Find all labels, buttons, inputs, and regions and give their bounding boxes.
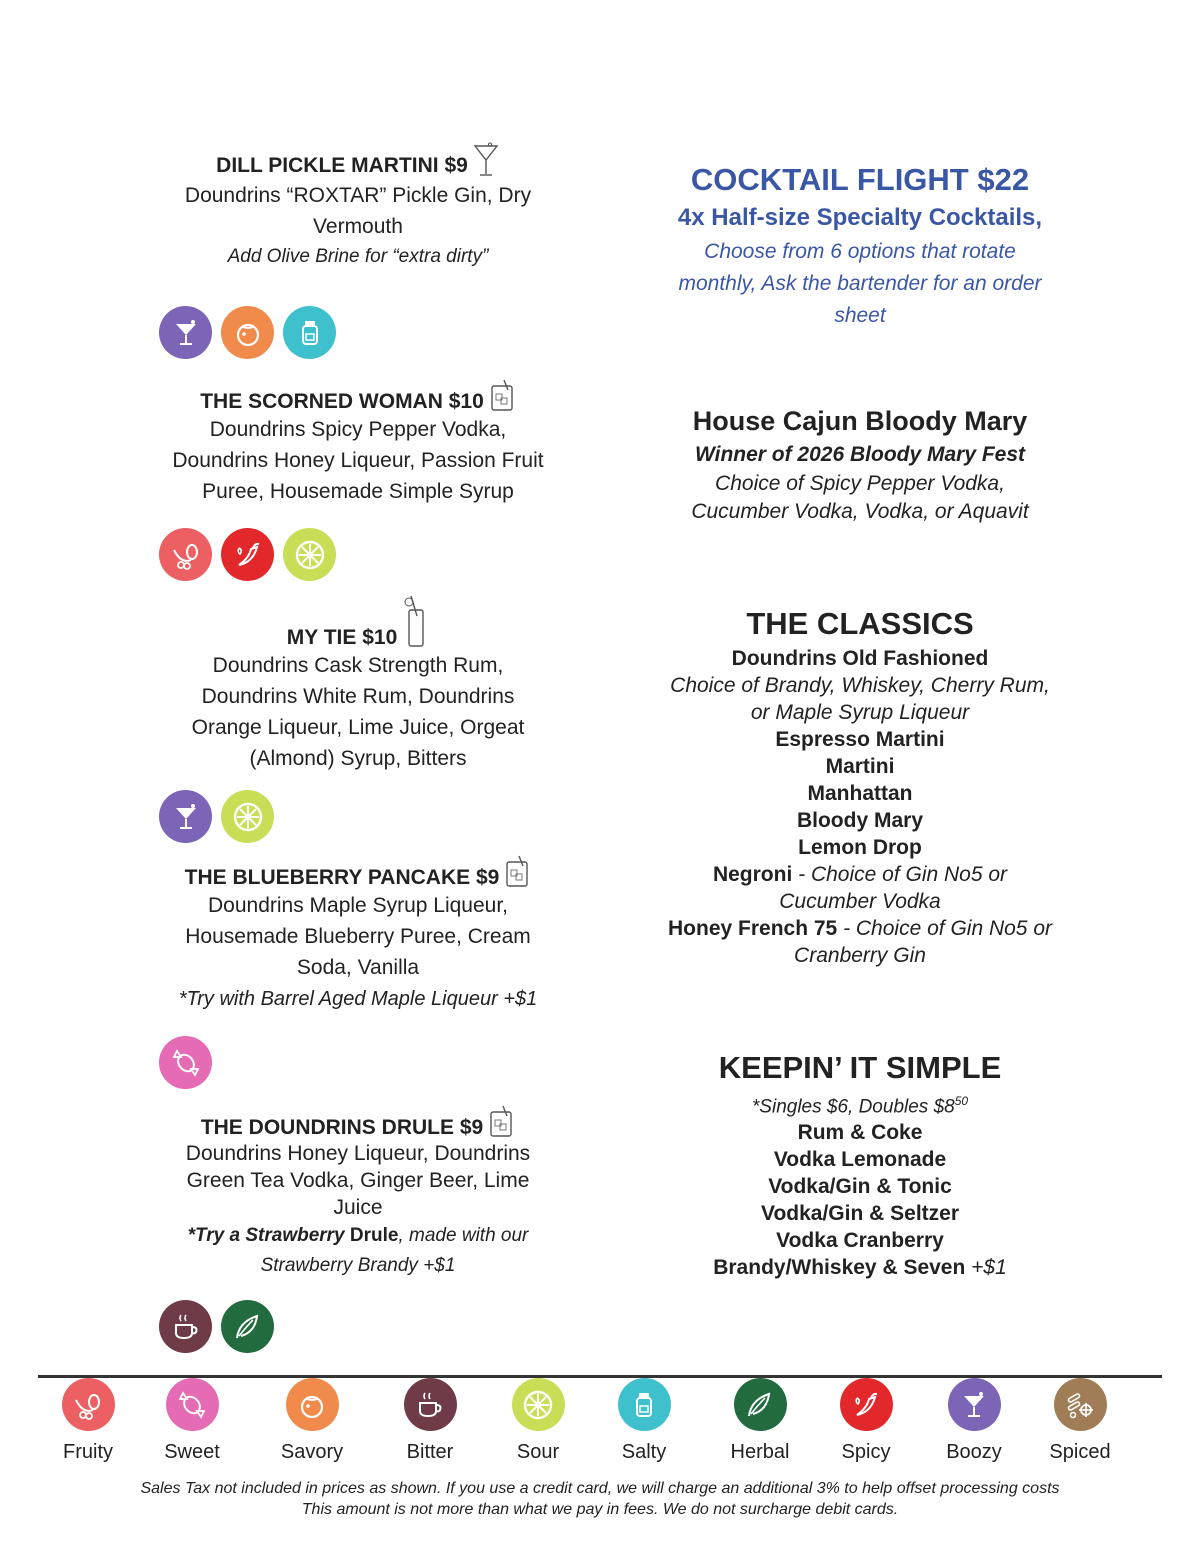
note-made-with: , made with our	[398, 1225, 529, 1246]
item-ingredients-2: Doundrins Honey Liqueur, Passion Fruit	[172, 449, 544, 472]
classic-item: Martini	[825, 755, 895, 778]
boozy-icon	[159, 306, 212, 359]
legend-item-bitter	[380, 1378, 480, 1464]
item-title: THE DOUNDRINS DRULE $9	[200, 1116, 484, 1139]
item-note: Add Olive Brine for “extra dirty”	[227, 246, 489, 267]
negroni-note-2: Cucumber Vodka	[779, 890, 941, 913]
item-ingredients-3: Orange Liqueur, Lime Juice, Orgeat	[191, 716, 525, 739]
flight-subtitle: 4x Half-size Specialty Cocktails,	[677, 204, 1043, 231]
legend-label: Spicy	[841, 1441, 891, 1463]
item-title-wrap	[287, 594, 430, 650]
bitter-icon	[404, 1378, 457, 1431]
item-ingredients-1: Doundrins Honey Liqueur, Doundrins	[185, 1142, 531, 1165]
rocks-glass-icon	[487, 1104, 515, 1140]
negroni-name: Negroni	[712, 863, 793, 886]
sour-icon	[283, 528, 336, 581]
footer-disclaimer	[60, 1478, 1140, 1520]
item-ingredients-2: Doundrins White Rum, Doundrins	[201, 685, 515, 708]
legend-item-salty	[594, 1378, 694, 1464]
savory-icon	[286, 1378, 339, 1431]
item-title: THE BLUEBERRY PANCAKE $9	[184, 866, 500, 889]
sour-icon	[221, 790, 274, 843]
french-note-1: - Choice of Gin No5 or	[837, 917, 1052, 940]
legend-label: Fruity	[63, 1441, 113, 1463]
legend-item-herbal	[710, 1378, 810, 1464]
flight-line-1: Choose from 6 options that rotate	[704, 240, 1016, 263]
flight-line-2: monthly, Ask the bartender for an order	[678, 272, 1042, 295]
classic-french-75	[640, 915, 1080, 942]
classics-section	[640, 603, 1080, 969]
legend-item-spicy	[816, 1378, 916, 1464]
boozy-icon	[159, 790, 212, 843]
keepin-it-simple-section	[640, 1047, 1080, 1281]
simple-prices-sup: 50	[954, 1094, 969, 1108]
herbal-icon	[734, 1378, 787, 1431]
bloody-line-2: Cucumber Vodka, Vodka, or Aquavit	[691, 500, 1029, 523]
salty-icon	[283, 306, 336, 359]
simple-prices-text: *Singles $6, Doubles $8	[751, 1096, 955, 1118]
classic-old-fashioned-note-2: or Maple Syrup Liqueur	[750, 701, 970, 724]
spiced-icon	[1054, 1378, 1107, 1431]
footer-line-2: This amount is not more than what we pay in fees. We do not surcharge debit cards.	[301, 1501, 899, 1518]
flavor-icons-drule	[159, 1300, 274, 1353]
simple-last-name: Brandy/Whiskey & Seven	[713, 1256, 966, 1280]
simple-item: Vodka Lemonade	[773, 1148, 947, 1172]
legend-item-fruity	[38, 1378, 138, 1464]
menu-item-my-tie	[150, 594, 566, 774]
sweet-icon	[166, 1378, 219, 1431]
fruity-icon	[159, 528, 212, 581]
french-note-2: Cranberry Gin	[794, 944, 926, 967]
french-name: Honey French 75	[668, 917, 838, 940]
item-title: DILL PICKLE MARTINI $9	[216, 154, 468, 177]
bloody-award: Winner of 2026 Bloody Mary Fest	[694, 443, 1026, 466]
simple-title: KEEPIN’ IT SIMPLE	[718, 1050, 1002, 1085]
footer-line-1: Sales Tax not included in prices as shown. If you use a credit card, we will charge an additional 3% to help offset processing costs	[140, 1480, 1060, 1497]
boozy-icon	[948, 1378, 1001, 1431]
simple-item: Vodka/Gin & Tonic	[768, 1175, 952, 1199]
flavor-icons-blueberry	[159, 1036, 212, 1089]
menu-item-scorned-woman	[150, 378, 566, 507]
simple-item: Rum & Coke	[797, 1121, 923, 1145]
savory-icon	[221, 306, 274, 359]
legend-label: Boozy	[946, 1441, 1002, 1463]
item-ingredients-1: Doundrins Maple Syrup Liqueur,	[207, 894, 508, 917]
item-title: THE SCORNED WOMAN $10	[200, 390, 484, 413]
classic-old-fashioned: Doundrins Old Fashioned	[731, 647, 989, 670]
item-ingredients-3: Soda, Vanilla	[296, 956, 420, 979]
item-note: *Try with Barrel Aged Maple Liqueur +$1	[178, 988, 538, 1010]
cocktail-flight-section	[640, 160, 1080, 332]
legend-label: Herbal	[730, 1441, 790, 1463]
note-strawberry: *Try a Strawberry	[187, 1225, 345, 1246]
rocks-glass-icon	[488, 378, 516, 414]
flavor-legend	[38, 1378, 1162, 1468]
legend-item-spiced	[1030, 1378, 1130, 1464]
item-title-wrap	[216, 142, 500, 178]
menu-item-dill-pickle-martini	[150, 142, 566, 272]
menu-item-doundrins-drule	[150, 1104, 566, 1281]
flavor-icons-mytie	[159, 790, 274, 843]
fruity-icon	[62, 1378, 115, 1431]
item-ingredients-4: (Almond) Syrup, Bitters	[249, 747, 467, 770]
sour-icon	[512, 1378, 565, 1431]
sweet-icon	[159, 1036, 212, 1089]
simple-last-extra: +$1	[965, 1256, 1007, 1280]
item-ingredients-1: Doundrins “ROXTAR” Pickle Gin, Dry	[184, 184, 532, 207]
flavor-icons-scorned	[159, 528, 336, 581]
item-note-2: Strawberry Brandy +$1	[260, 1255, 456, 1276]
classic-old-fashioned-note-1: Choice of Brandy, Whiskey, Cherry Rum,	[670, 674, 1050, 697]
bloody-line-1: Choice of Spicy Pepper Vodka,	[715, 472, 1005, 495]
menu-item-blueberry-pancake	[150, 854, 566, 1015]
note-drule: Drule	[349, 1225, 399, 1246]
simple-last-item	[640, 1254, 1080, 1281]
legend-label: Sweet	[164, 1441, 220, 1463]
bloody-title: House Cajun Bloody Mary	[692, 406, 1028, 436]
spicy-icon	[840, 1378, 893, 1431]
item-title-wrap	[185, 854, 532, 890]
legend-label: Sour	[516, 1441, 560, 1463]
highball-glass-icon	[401, 594, 429, 650]
flavor-icons-dill	[159, 306, 336, 359]
legend-item-savory	[262, 1378, 362, 1464]
rocks-glass-icon	[503, 854, 531, 890]
item-title-wrap	[201, 1104, 515, 1140]
legend-item-boozy	[924, 1378, 1024, 1464]
classic-item: Manhattan	[807, 782, 913, 805]
salty-icon	[618, 1378, 671, 1431]
simple-item: Vodka Cranberry	[776, 1229, 944, 1253]
item-title: MY TIE $10	[286, 626, 398, 649]
bloody-mary-section	[640, 402, 1080, 526]
item-ingredients-1: Doundrins Spicy Pepper Vodka,	[209, 418, 507, 441]
item-ingredients-2: Green Tea Vodka, Ginger Beer, Lime	[186, 1169, 530, 1192]
legend-label: Savory	[280, 1441, 344, 1463]
item-ingredients-3: Juice	[333, 1196, 383, 1219]
legend-label: Bitter	[406, 1441, 454, 1463]
simple-item: Vodka/Gin & Seltzer	[761, 1202, 959, 1226]
classic-item: Lemon Drop	[798, 836, 922, 859]
item-note-1	[150, 1221, 566, 1251]
spicy-icon	[221, 528, 274, 581]
legend-item-sweet	[142, 1378, 242, 1464]
classic-item: Bloody Mary	[796, 809, 924, 832]
classics-title: THE CLASSICS	[746, 606, 974, 641]
simple-prices	[640, 1089, 1080, 1119]
martini-glass-icon	[472, 142, 500, 178]
classic-item: Espresso Martini	[775, 728, 945, 751]
legend-label: Spiced	[1049, 1441, 1111, 1463]
legend-item-sour	[488, 1378, 588, 1464]
flight-title: COCKTAIL FLIGHT $22	[690, 162, 1030, 197]
item-title-wrap	[200, 378, 516, 414]
item-ingredients-2: Vermouth	[313, 215, 403, 238]
herbal-icon	[221, 1300, 274, 1353]
classic-negroni	[640, 861, 1080, 888]
negroni-note-1: - Choice of Gin No5 or	[792, 863, 1008, 886]
flight-line-3: sheet	[834, 304, 886, 327]
item-ingredients-1: Doundrins Cask Strength Rum,	[212, 654, 504, 677]
item-ingredients-2: Housemade Blueberry Puree, Cream	[185, 925, 531, 948]
item-ingredients-3: Puree, Housemade Simple Syrup	[202, 480, 514, 503]
legend-label: Salty	[621, 1441, 667, 1463]
bitter-icon	[159, 1300, 212, 1353]
